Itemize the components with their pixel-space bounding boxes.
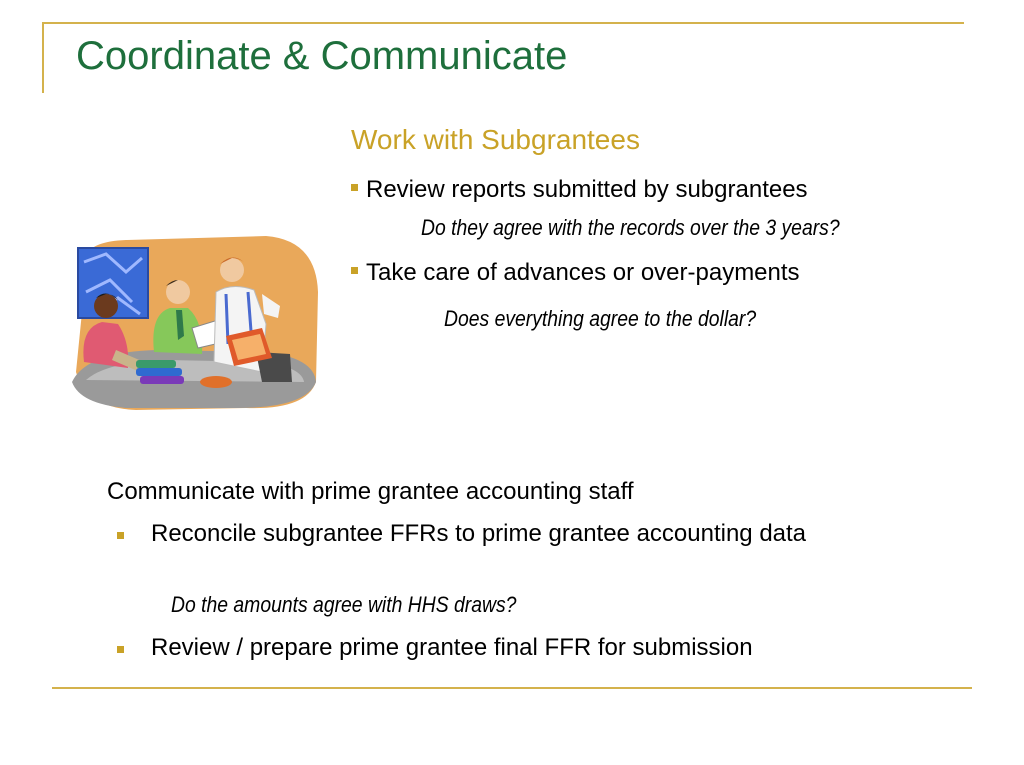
- slide-title: Coordinate & Communicate: [76, 34, 568, 78]
- top-accent-rule: [42, 22, 964, 24]
- subgrantee-note-dollar: Does everything agree to the dollar?: [444, 306, 757, 331]
- prime-item-reconcile: [117, 520, 937, 580]
- bullet-square-icon: [117, 532, 124, 539]
- subgrantee-item-review-reports: [351, 176, 808, 204]
- prime-grantee-heading: Communicate with prime grantee accounting staff: [107, 478, 634, 505]
- prime-note-hhs-draws: Do the amounts agree with HHS draws?: [171, 592, 517, 617]
- subgrantee-item-advances: [351, 259, 800, 287]
- subgrantee-item-text: Review reports submitted by subgrantees: [366, 176, 808, 203]
- bullet-square-icon: [117, 646, 124, 653]
- book-stack: [136, 368, 182, 376]
- subgrantee-note-records: Do they agree with the records over the 3 years?: [421, 215, 840, 240]
- prime-item-text: Reconcile subgrantee FFRs to prime grantee accounting data: [151, 520, 807, 547]
- prime-item-final-ffr: [117, 634, 937, 664]
- office-meeting-illustration: [66, 232, 326, 412]
- bullet-square-icon: [351, 267, 358, 274]
- left-accent-rule: [42, 22, 44, 93]
- subgrantee-item-text: Take care of advances or over-payments: [366, 259, 800, 286]
- subgrantees-heading: Work with Subgrantees: [351, 124, 640, 155]
- prime-item-text: Review / prepare prime grantee final FFR for submission: [151, 634, 753, 661]
- bullet-square-icon: [351, 184, 358, 191]
- bottom-accent-rule: [52, 687, 972, 689]
